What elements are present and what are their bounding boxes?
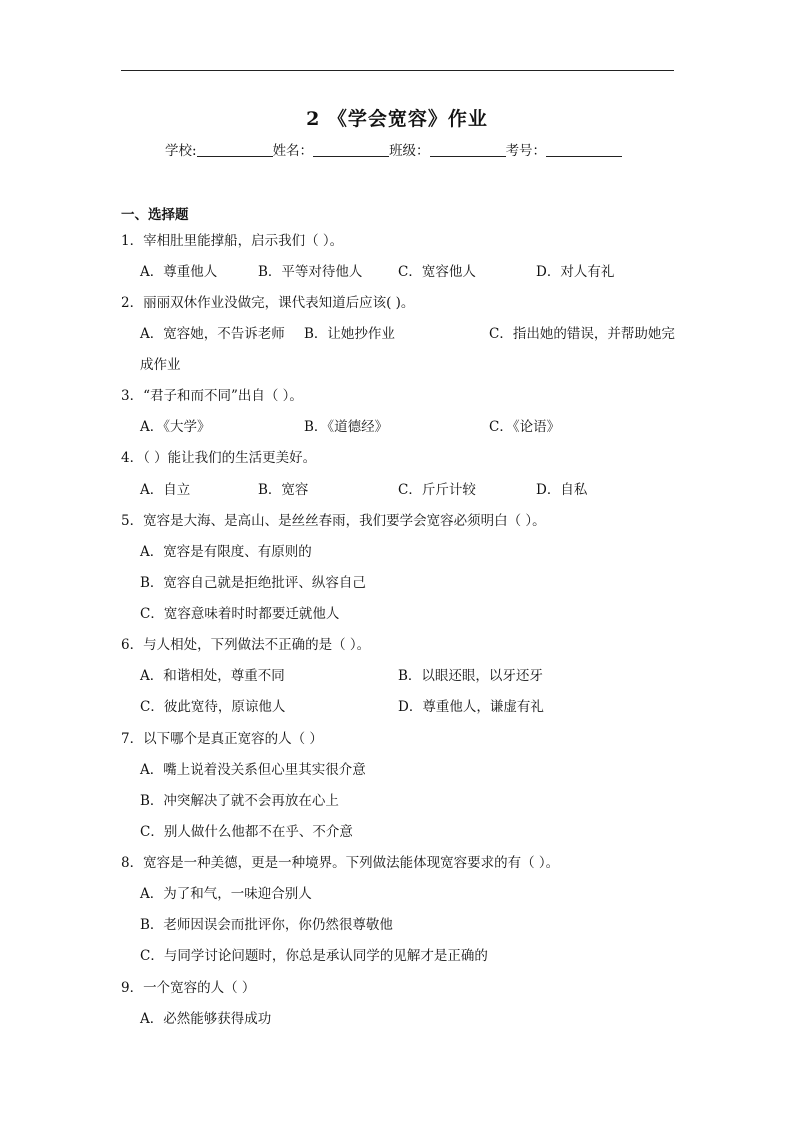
class-blank[interactable] [430,142,506,157]
question-8-stem: 8．宽容是一种美德，更是一种境界。下列做法能体现宽容要求的有（ ）。 [121,855,560,871]
q4-option-c: C．斤斤计较 [398,482,476,498]
student-info-line [165,139,622,159]
name-blank[interactable] [313,142,389,157]
q8-option-a: A．为了和气，一味迎合别人 [140,886,312,902]
q7-option-b: B．冲突解决了就不会再放在心上 [140,793,339,809]
q2-option-a: A．宽容她，不告诉老师 [140,326,285,342]
question-2-stem: 2．丽丽双休作业没做完，课代表知道后应该( )。 [121,295,415,311]
number-label: 考号： [505,143,547,159]
q7-option-a: A．嘴上说着没关系但心里其实很介意 [140,762,366,778]
class-label: 班级： [389,143,430,159]
question-7-stem: 7．以下哪个是真正宽容的人（ ） [121,731,323,747]
section-heading: 一、选择题 [121,207,189,223]
question-6-stem: 6．与人相处，下列做法不正确的是（ ）。 [121,637,371,653]
question-5-stem: 5．宽容是大海、是高山、是丝丝春雨，我们要学会宽容必须明白（ ）。 [121,513,546,529]
number-blank[interactable] [546,142,622,157]
q6-option-a: A．和谐相处，尊重不同 [140,668,285,684]
q1-option-b: B．平等对待他人 [258,264,363,280]
question-4-stem: 4．（ ）能让我们的生活更美好。 [121,450,317,466]
q3-option-b: B．《道德经》 [304,419,389,435]
q3-option-c: C．《论语》 [489,419,561,435]
q2-option-c: C．指出她的错误，并帮助她完 [489,326,675,342]
q1-option-d: D．对人有礼 [536,264,615,280]
header-rule [121,70,674,71]
q4-option-b: B．宽容 [258,482,309,498]
q2-option-b: B．让她抄作业 [304,326,395,342]
school-blank[interactable] [197,142,273,157]
q2-option-c-wrap: 成作业 [140,357,181,373]
q8-option-c: C．与同学讨论问题时，你总是承认同学的见解才是正确的 [140,948,488,964]
q6-option-c: C．彼此宽待，原谅他人 [140,699,286,715]
page-title: 2 《学会宽容》作业 [306,108,488,130]
question-9-stem: 9．一个宽容的人（ ） [121,980,256,996]
q6-option-d: D．尊重他人，谦虚有礼 [398,699,544,715]
q9-option-a: A．必然能够获得成功 [140,1011,272,1027]
q5-option-b: B．宽容自己就是拒绝批评、纵容自己 [140,575,366,591]
q1-option-c: C．宽容他人 [398,264,476,280]
q4-option-a: A．自立 [140,482,191,498]
q4-option-d: D．自私 [536,482,588,498]
q5-option-a: A．宽容是有限度、有原则的 [140,544,312,560]
school-label: 学校: [165,143,197,159]
question-1-stem: 1．宰相肚里能撑船，启示我们（ ）。 [121,233,344,249]
q6-option-b: B．以眼还眼，以牙还牙 [398,668,543,684]
q1-option-a: A．尊重他人 [140,264,218,280]
q3-option-a: A．《大学》 [140,419,211,435]
q5-option-c: C．宽容意味着时时都要迁就他人 [140,606,340,622]
name-label: 姓名： [272,143,314,159]
q7-option-c: C．别人做什么他都不在乎、不介意 [140,824,353,840]
q8-option-b: B．老师因误会而批评你，你仍然很尊敬他 [140,917,393,933]
question-3-stem: 3．“君子和而不同”出自（ ）。 [121,388,303,404]
